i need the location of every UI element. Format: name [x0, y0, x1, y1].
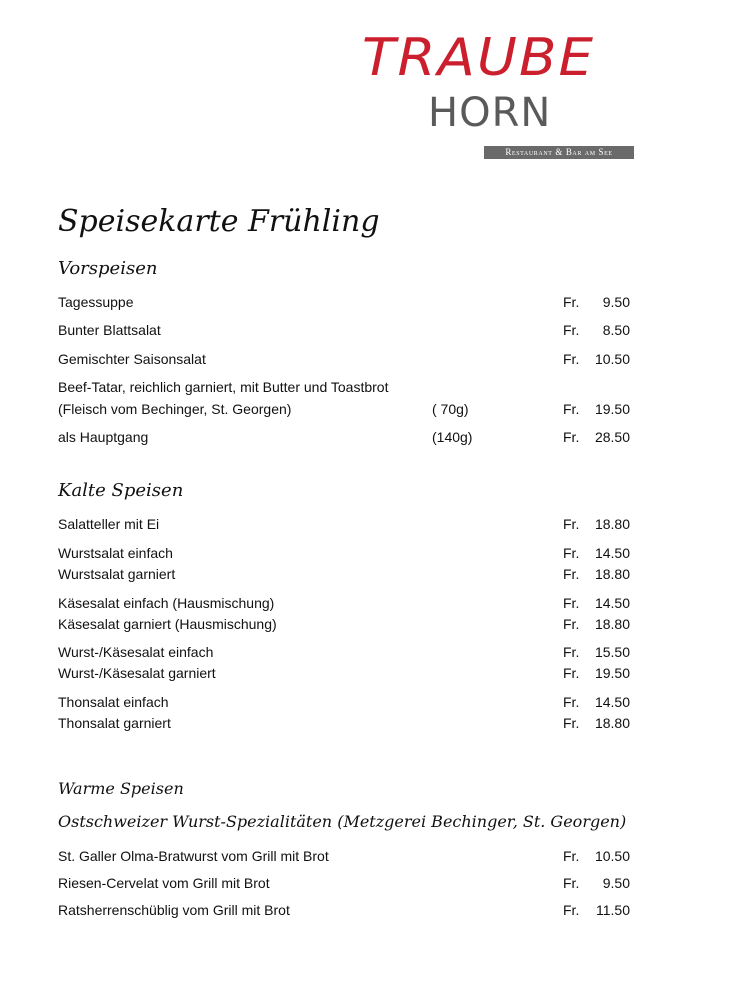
- menu-item: [58, 642, 638, 662]
- menu-item: [58, 514, 638, 534]
- item-name: Wurstsalat garniert: [58, 566, 176, 582]
- item-currency: Fr.: [563, 516, 580, 532]
- item-currency: Fr.: [563, 322, 580, 338]
- item-name: Thonsalat garniert: [58, 715, 171, 731]
- item-name: Wurst-/Käsesalat garniert: [58, 665, 216, 681]
- item-name: Wurst-/Käsesalat einfach: [58, 644, 214, 660]
- item-currency: Fr.: [563, 875, 580, 891]
- item-currency: Fr.: [563, 566, 580, 582]
- item-name: Salatteller mit Ei: [58, 516, 160, 532]
- logo-horn-text: HORN: [428, 90, 552, 136]
- section-heading-warme-speisen: Warme Speisen: [58, 779, 184, 798]
- item-name: Käsesalat garniert (Hausmischung): [58, 616, 277, 632]
- item-weight: ( 70g): [432, 401, 469, 417]
- item-price: 9.50: [602, 294, 630, 310]
- item-currency: Fr.: [563, 351, 580, 367]
- item-price: 18.80: [594, 516, 630, 532]
- item-currency: Fr.: [563, 694, 580, 710]
- item-price: 19.50: [594, 401, 630, 417]
- section-heading-vorspeisen: Vorspeisen: [58, 258, 158, 279]
- menu-item: [58, 663, 638, 683]
- menu-item: [58, 713, 638, 733]
- menu-item: [58, 427, 638, 447]
- item-currency: Fr.: [563, 616, 580, 632]
- item-currency: Fr.: [563, 595, 580, 611]
- item-price: 14.50: [594, 595, 630, 611]
- menu-item: [58, 614, 638, 634]
- menu-item: [58, 593, 638, 613]
- item-price: 8.50: [602, 322, 630, 338]
- item-price: 28.50: [594, 429, 630, 445]
- item-name: Thonsalat einfach: [58, 694, 169, 710]
- section-subheading-wurst-spezialitaeten: Ostschweizer Wurst-Spezialitäten (Metzgerei Bechinger, St. Georgen): [58, 812, 627, 831]
- item-currency: Fr.: [563, 429, 580, 445]
- menu-item: [58, 543, 638, 563]
- item-price: 10.50: [594, 848, 630, 864]
- item-price: 14.50: [594, 545, 630, 561]
- menu-item: [58, 399, 638, 419]
- item-name: Käsesalat einfach (Hausmischung): [58, 595, 275, 611]
- item-currency: Fr.: [563, 848, 580, 864]
- restaurant-logo: [360, 28, 640, 163]
- menu-item: [58, 873, 638, 893]
- item-currency: Fr.: [563, 294, 580, 310]
- menu-item: [58, 564, 638, 584]
- menu-item: [58, 320, 638, 340]
- item-price: 14.50: [594, 694, 630, 710]
- logo-tagline: Restaurant & Bar am See: [484, 146, 634, 159]
- item-weight: (140g): [432, 429, 473, 445]
- item-currency: Fr.: [563, 644, 580, 660]
- item-name: (Fleisch vom Bechinger, St. Georgen): [58, 401, 292, 417]
- logo-traube-text: TRAUBE: [362, 28, 596, 88]
- item-price: 15.50: [594, 644, 630, 660]
- item-name: Gemischter Saisonsalat: [58, 351, 206, 367]
- item-name: St. Galler Olma-Bratwurst vom Grill mit Brot: [58, 848, 329, 864]
- item-price: 10.50: [594, 351, 630, 367]
- item-price: 18.80: [594, 566, 630, 582]
- item-name: Ratsherrenschüblig vom Grill mit Brot: [58, 902, 290, 918]
- item-name: Beef-Tatar, reichlich garniert, mit Butter und Toastbrot: [58, 379, 389, 395]
- menu-item: [58, 292, 638, 312]
- item-currency: Fr.: [563, 902, 580, 918]
- menu-item: [58, 846, 638, 866]
- item-price: 11.50: [596, 902, 630, 918]
- section-heading-kalte-speisen: Kalte Speisen: [58, 480, 184, 501]
- menu-item: [58, 692, 638, 712]
- menu-title: Speisekarte Frühling: [58, 204, 380, 239]
- item-currency: Fr.: [563, 545, 580, 561]
- item-currency: Fr.: [563, 401, 580, 417]
- item-name: Riesen-Cervelat vom Grill mit Brot: [58, 875, 270, 891]
- item-currency: Fr.: [563, 665, 580, 681]
- menu-item: [58, 900, 638, 920]
- item-name: Tagessuppe: [58, 294, 134, 310]
- item-name: Wurstsalat einfach: [58, 545, 173, 561]
- menu-item: [58, 377, 638, 397]
- menu-item: [58, 349, 638, 369]
- item-currency: Fr.: [563, 715, 580, 731]
- item-name: Bunter Blattsalat: [58, 322, 161, 338]
- item-price: 18.80: [594, 715, 630, 731]
- item-price: 18.80: [594, 616, 630, 632]
- item-name: als Hauptgang: [58, 429, 149, 445]
- item-price: 19.50: [594, 665, 630, 681]
- item-price: 9.50: [602, 875, 630, 891]
